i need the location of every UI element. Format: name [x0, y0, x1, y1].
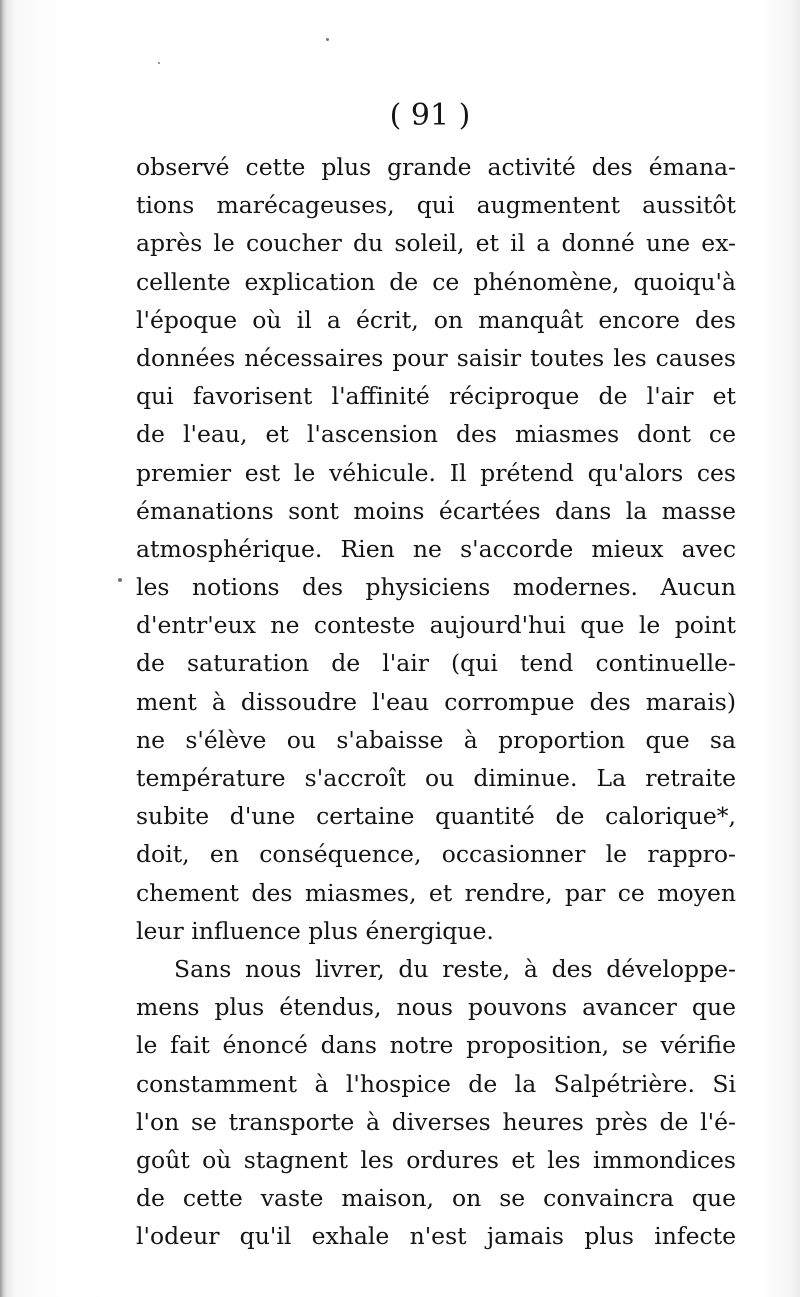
text-line: mens plus étendus, nous pouvons avancer que — [136, 993, 736, 1022]
text-line: premier est le véhicule. Il prétend qu'alors ces — [136, 458, 736, 487]
page-edge-shadow — [0, 0, 7, 1297]
text-line: constamment à l'hospice de la Salpétrière. Si — [136, 1069, 736, 1098]
page-number: ( 91 ) — [389, 98, 471, 133]
text-line: chement des miasmes, et rendre, par ce moyen — [136, 878, 736, 907]
paper-speck — [326, 38, 329, 41]
text-line: qui favorisent l'affinité réciproque de l'air et — [136, 382, 736, 411]
text-line: doit, en conséquence, occasionner le rappro- — [136, 840, 736, 869]
text-line: le fait énoncé dans notre proposition, se vérifie — [136, 1031, 736, 1060]
text-line: ne s'élève ou s'abaisse à proportion que sa — [136, 725, 736, 754]
text-line: de l'eau, et l'ascension des miasmes dont ce — [136, 420, 736, 449]
text-line: atmosphérique. Rien ne s'accorde mieux avec — [136, 534, 736, 563]
text-line: tions marécageuses, qui augmentent aussitôt — [136, 191, 736, 220]
text-line: émanations sont moins écartées dans la masse — [136, 496, 736, 525]
text-line: subite d'une certaine quantité de calorique*, — [136, 802, 736, 831]
body-text — [136, 148, 736, 1255]
text-line: goût où stagnent les ordures et les immondices — [136, 1145, 736, 1174]
paragraph-first-line: Sans nous livrer, du reste, à des développe- — [174, 954, 736, 983]
text-line: après le coucher du soleil, et il a donné une ex- — [136, 229, 736, 258]
text-line: l'odeur qu'il exhale n'est jamais plus infecte — [136, 1222, 736, 1251]
text-line: de saturation de l'air (qui tend continuelle- — [136, 649, 736, 678]
text-line: observé cette plus grande activité des émana- — [136, 153, 736, 181]
text-line: l'époque où il a écrit, on manquât encore des — [136, 305, 736, 334]
text-line: données nécessaires pour saisir toutes les causes — [136, 343, 736, 372]
text-line: de cette vaste maison, on se convaincra que — [136, 1184, 736, 1213]
paper-speck — [158, 62, 160, 64]
text-line: cellente explication de ce phénomène, quoiqu'à — [136, 267, 736, 296]
paper-speck — [118, 578, 122, 582]
text-line: les notions des physiciens modernes. Aucun — [136, 573, 736, 602]
text-line: d'entr'eux ne conteste aujourd'hui que le point — [136, 611, 736, 640]
text-line: ment à dissoudre l'eau corrompue des marais) — [136, 687, 736, 716]
text-line: l'on se transporte à diverses heures près de l'é- — [136, 1107, 736, 1136]
paragraph-last-line: leur influence plus énergique. — [136, 916, 494, 945]
text-line: température s'accroît ou diminue. La retraite — [136, 764, 736, 792]
